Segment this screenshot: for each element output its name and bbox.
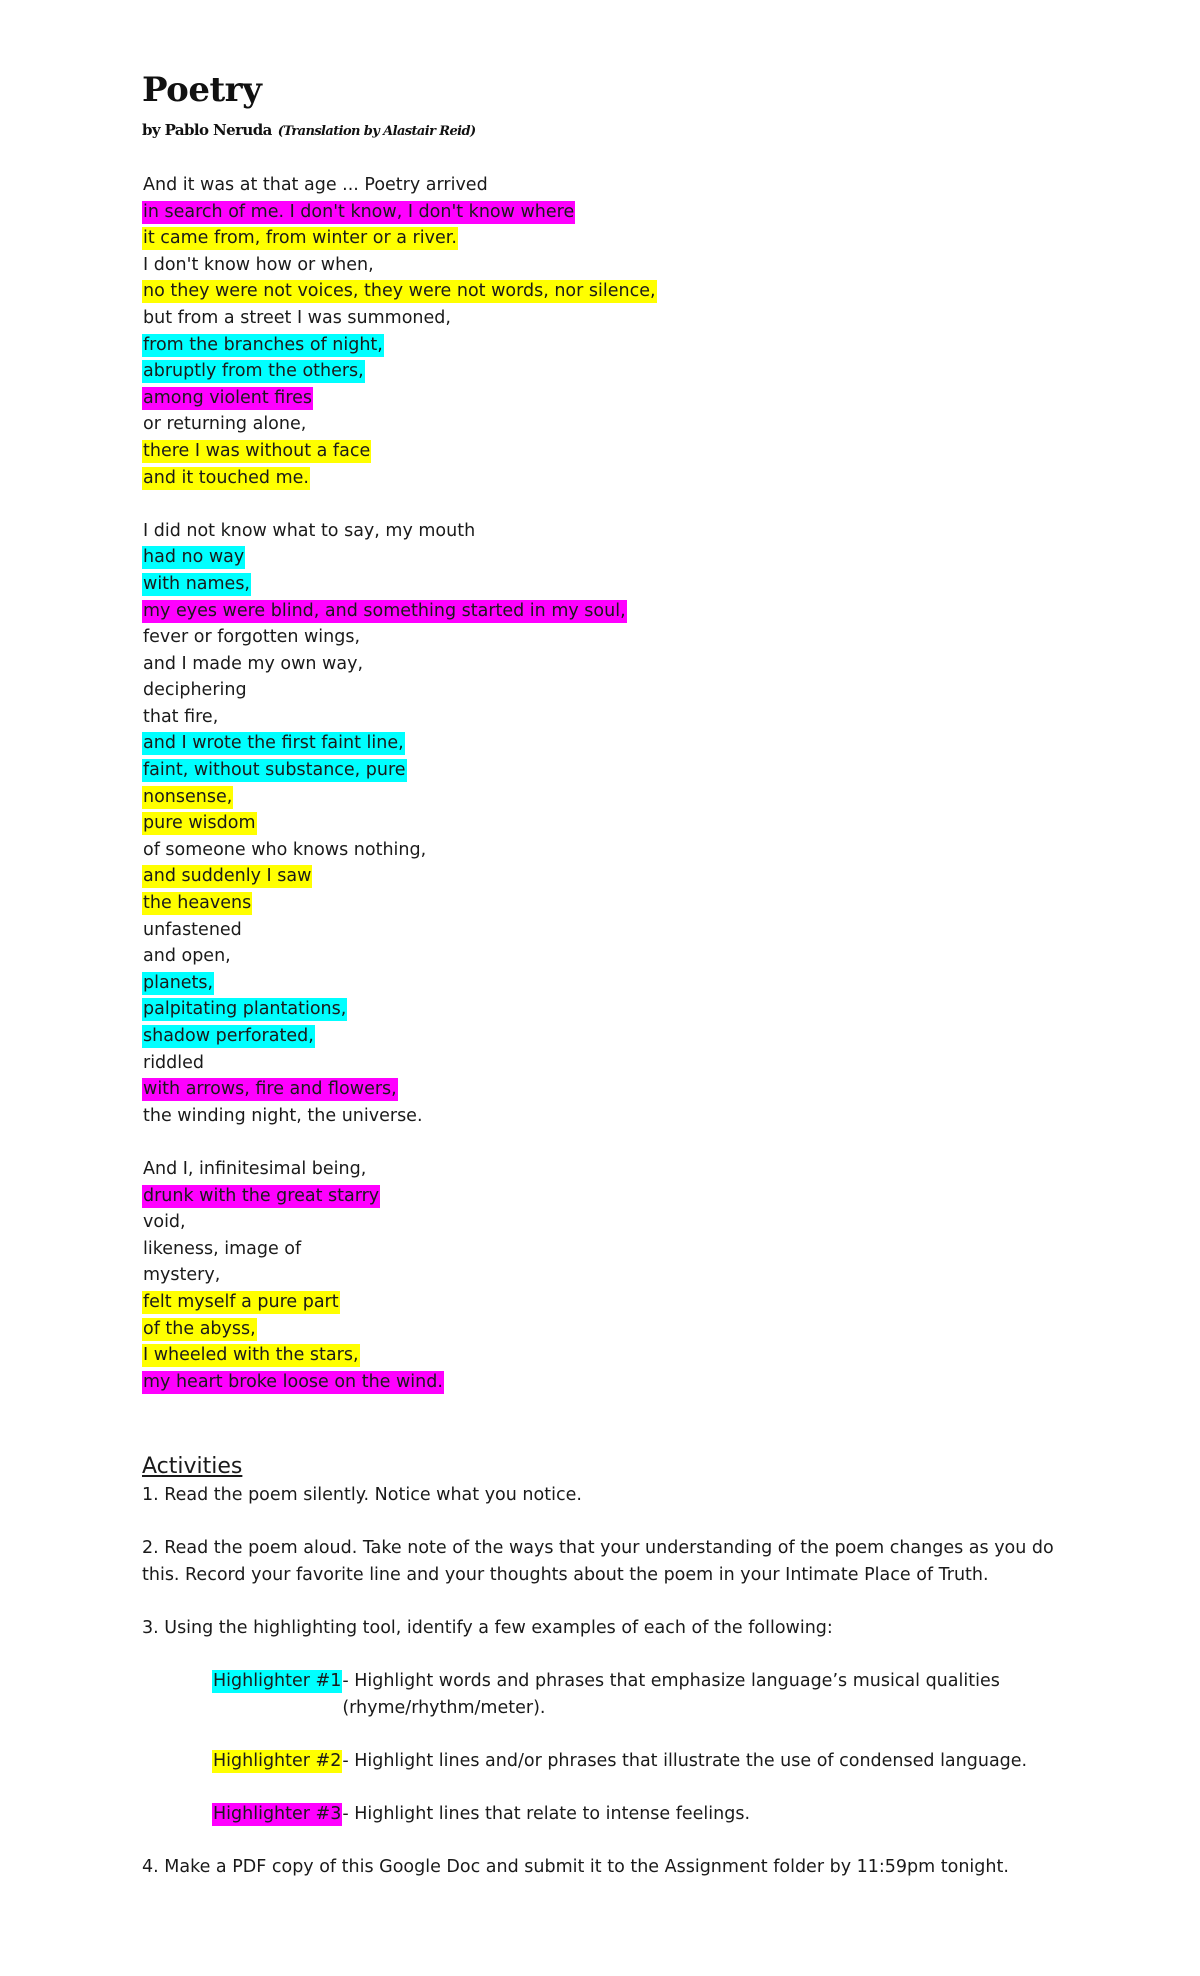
poem-line-text: of someone who knows nothing, xyxy=(143,839,427,860)
poem-line xyxy=(142,943,657,970)
highlighted-cyan-text: palpitating plantations, xyxy=(143,999,347,1020)
poem-line xyxy=(142,996,657,1023)
poem-line xyxy=(142,1316,657,1343)
poem-line xyxy=(142,544,657,571)
highlighted-magenta-text: drunk with the great starry xyxy=(143,1185,380,1206)
poem-line xyxy=(142,677,657,704)
poem-line xyxy=(142,1183,657,1210)
poem-line xyxy=(142,651,657,678)
poem-line-text: that fire, xyxy=(143,706,219,727)
poem-line xyxy=(142,199,657,226)
poem-line xyxy=(142,890,657,917)
poem-line-text: deciphering xyxy=(143,680,247,701)
poem-line-text: mystery, xyxy=(143,1265,221,1286)
highlighter-2-label: Highlighter #2 xyxy=(213,1750,342,1771)
highlighted-cyan-text: had no way xyxy=(143,547,245,568)
poem-line-text: I did not know what to say, my mouth xyxy=(143,520,476,541)
highlighted-yellow-text: and it touched me. xyxy=(143,467,309,488)
highlighted-cyan-text: faint, without substance, pure xyxy=(143,760,406,781)
highlighted-yellow-text: the heavens xyxy=(143,893,252,914)
poem-line xyxy=(142,571,657,598)
highlighted-magenta-text: my eyes were blind, and something started in my soul, xyxy=(143,600,626,621)
translation-credit: (Translation by Alastair Reid) xyxy=(277,124,476,139)
highlighted-cyan-text: planets, xyxy=(143,972,214,993)
highlighted-yellow-text: I wheeled with the stars, xyxy=(143,1345,359,1366)
highlighted-yellow-text: it came from, from winter or a river. xyxy=(143,228,457,249)
poem-line xyxy=(142,305,657,332)
poem-line xyxy=(142,704,657,731)
poem-line-text: or returning alone, xyxy=(143,414,307,435)
poem-line xyxy=(142,1156,657,1183)
poem-line-text: unfastened xyxy=(143,919,242,940)
poem-line-text: I don't know how or when, xyxy=(143,254,374,275)
highlighted-yellow-text: of the abyss, xyxy=(143,1318,256,1339)
highlighted-magenta-text: with arrows, fire and flowers, xyxy=(143,1079,397,1100)
highlighted-magenta-text: my heart broke loose on the wind. xyxy=(143,1371,443,1392)
highlighted-cyan-text: from the branches of night, xyxy=(143,334,383,355)
stanza-break xyxy=(142,491,657,518)
poem-line xyxy=(142,358,657,385)
highlighted-yellow-text: and suddenly I saw xyxy=(143,866,312,887)
poem-line xyxy=(142,172,657,199)
poem-line-text: And it was at that age ... Poetry arrived xyxy=(143,175,488,195)
poem xyxy=(142,172,657,1395)
highlighter-1-label: Highlighter #1 xyxy=(213,1671,342,1692)
highlighter-2-row xyxy=(142,1748,1072,1775)
poem-line xyxy=(142,1076,657,1103)
poem-line xyxy=(142,598,657,625)
poem-line-text: the winding night, the universe. xyxy=(143,1105,423,1126)
activity-3: 3. Using the highlighting tool, identify a few examples of each of the following: xyxy=(142,1617,833,1638)
poem-line xyxy=(142,1209,657,1236)
poem-line xyxy=(142,332,657,359)
highlighted-yellow-text: there I was without a face xyxy=(143,440,371,461)
poem-line xyxy=(142,1103,657,1130)
poem-line xyxy=(142,225,657,252)
poem-line-text: fever or forgotten wings, xyxy=(143,627,361,648)
poem-line xyxy=(142,810,657,837)
activity-4: 4. Make a PDF copy of this Google Doc and submit it to the Assignment folder by 11:59pm tonight. xyxy=(142,1857,1009,1878)
poem-line xyxy=(142,411,657,438)
activity-2: 2. Read the poem aloud. Take note of the ways that your understanding of the poem changes as you do this. Record your favorite line and your thoughts about the poem in your Intimate Place of Truth. xyxy=(142,1538,1054,1585)
highlighted-cyan-text: shadow perforated, xyxy=(143,1026,314,1046)
poem-line xyxy=(142,252,657,279)
page-title: Poetry xyxy=(142,70,262,110)
poem-line xyxy=(142,837,657,864)
highlighted-magenta-text: in search of me. I don't know, I don't know where xyxy=(143,201,575,222)
poem-line xyxy=(142,1023,657,1050)
poem-line xyxy=(142,1262,657,1289)
poem-line xyxy=(142,970,657,997)
poem-line xyxy=(142,438,657,465)
poem-line xyxy=(142,278,657,305)
poem-line xyxy=(142,863,657,890)
poem-line xyxy=(142,784,657,811)
poem-line xyxy=(142,1369,657,1396)
highlighted-cyan-text: abruptly from the others, xyxy=(143,361,364,382)
highlighted-cyan-text: and I wrote the first faint line, xyxy=(143,733,404,754)
poem-line xyxy=(142,624,657,651)
activity-1: 1. Read the poem silently. Notice what you notice. xyxy=(142,1485,582,1505)
poem-line xyxy=(142,1342,657,1369)
highlighter-3-desc: - Highlight lines that relate to intense feelings. xyxy=(342,1804,751,1825)
poem-line xyxy=(142,1050,657,1077)
poem-line xyxy=(142,1236,657,1263)
highlighted-yellow-text: no they were not voices, they were not words, nor silence, xyxy=(143,281,656,302)
poem-line xyxy=(142,757,657,784)
activities-section xyxy=(142,1452,1072,1881)
highlighter-3-row xyxy=(142,1801,1072,1828)
poem-line-text: riddled xyxy=(143,1052,205,1073)
highlighted-magenta-text: among violent fires xyxy=(143,387,313,408)
poem-line-text: void, xyxy=(143,1212,186,1233)
poem-line xyxy=(142,730,657,757)
highlighted-yellow-text: felt myself a pure part xyxy=(143,1291,339,1312)
highlighter-3-label: Highlighter #3 xyxy=(213,1804,342,1825)
poem-line xyxy=(142,518,657,545)
highlighted-yellow-text: pure wisdom xyxy=(143,813,256,834)
highlighted-yellow-text: nonsense, xyxy=(143,786,233,807)
stanza-break xyxy=(142,1129,657,1156)
poem-line xyxy=(142,1289,657,1316)
poem-line xyxy=(142,917,657,944)
poem-line xyxy=(142,465,657,492)
poem-line-text: And I, infinitesimal being, xyxy=(143,1158,367,1179)
poem-line-text: and open, xyxy=(143,946,231,967)
highlighted-cyan-text: with names, xyxy=(143,573,250,594)
poem-line-text: but from a street I was summoned, xyxy=(143,307,451,328)
highlighter-1-desc: - Highlight words and phrases that emphasize language’s musical qualities (rhyme/rhythm/meter). xyxy=(342,1671,1000,1718)
poem-line-text: likeness, image of xyxy=(143,1238,302,1259)
highlighter-1-row xyxy=(142,1668,1072,1721)
poem-line xyxy=(142,385,657,412)
poem-line-text: and I made my own way, xyxy=(143,653,364,674)
byline xyxy=(142,121,476,139)
activities-heading: Activities xyxy=(142,1454,243,1479)
author: by Pablo Neruda xyxy=(142,121,272,139)
highlighter-2-desc: - Highlight lines and/or phrases that illustrate the use of condensed language. xyxy=(342,1750,1028,1771)
